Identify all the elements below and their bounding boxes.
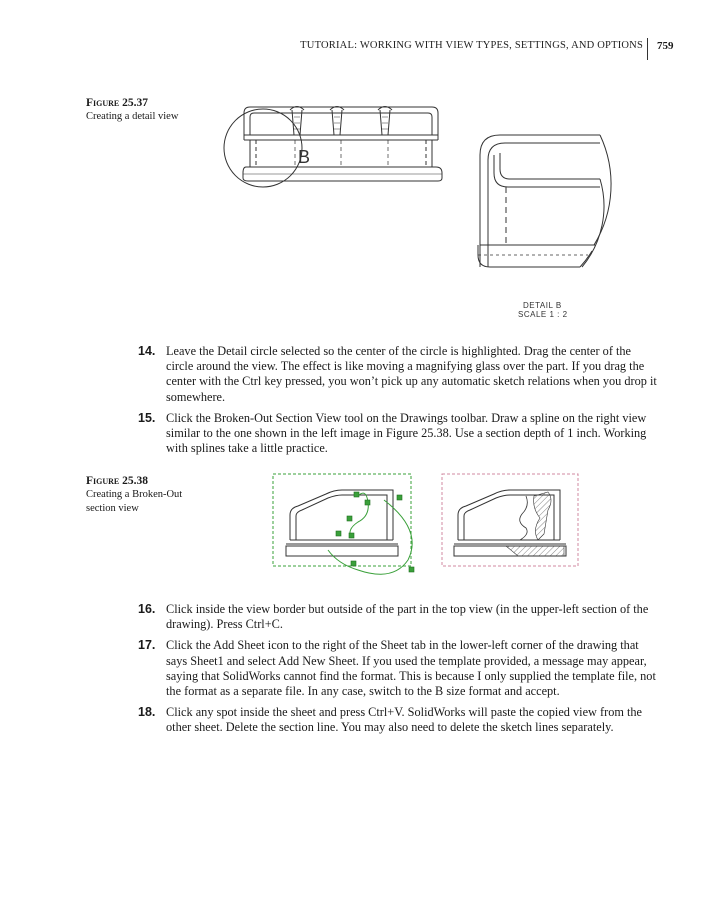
spline-handle[interactable] [351, 561, 356, 566]
step-item [138, 638, 658, 699]
figure-25-38-caption [86, 474, 204, 516]
steps-16-18 [138, 602, 658, 742]
spline-handle[interactable] [347, 516, 352, 521]
figure-25-38-broken-out-section-drawing [268, 470, 588, 582]
section-hatch [534, 492, 551, 540]
running-header-title: TUTORIAL: WORKING WITH VIEW TYPES, SETTINGS, AND OPTIONS [300, 40, 643, 51]
figure-caption-text: Creating a Broken-Out section view [86, 489, 183, 514]
parent-view-part [243, 107, 442, 182]
section-depth-arc [328, 500, 412, 574]
header-divider [647, 38, 648, 60]
step-item [138, 705, 658, 735]
steps-14-15 [138, 344, 658, 462]
step-text: Click any spot inside the sheet and press Ctrl+V. SolidWorks will paste the copied view from the other sheet. Delete the section line. You may also need to delete the sketch lines separately. [166, 705, 642, 735]
step-number: 18. [138, 705, 156, 720]
spline-handle[interactable] [397, 495, 402, 500]
left-view-border[interactable] [273, 474, 411, 566]
step-number: 17. [138, 638, 156, 653]
step-text: Click inside the view border but outside of the part in the top view (in the upper-left section of the drawing). Press Ctrl+C. [166, 602, 649, 632]
detail-circle[interactable] [224, 109, 302, 187]
step-number: 14. [138, 344, 156, 358]
section-hatch-base [506, 546, 564, 556]
figure-caption-text: Creating a detail view [86, 111, 179, 122]
spline-handles[interactable] [336, 492, 414, 572]
step-item [138, 344, 658, 405]
figure-25-37-detail-view-drawing [210, 95, 630, 325]
figure-number: Figure 25.38 [86, 475, 149, 487]
figure-25-37-caption [86, 96, 204, 124]
detail-marker-label: B [298, 147, 311, 167]
step-item [138, 411, 658, 457]
step-number: 15. [138, 410, 156, 425]
spline-handle[interactable] [365, 500, 370, 505]
step-text: Click the Broken-Out Section View tool on the Drawings toolbar. Draw a spline on the right view similar to the one shown in the left image in Figure 25.38. Use a section depth of 1 inch. Working with splines take a little practice. [166, 410, 647, 456]
step-number: 16. [138, 602, 156, 616]
spline-handle[interactable] [349, 533, 354, 538]
figure-number: Figure 25.37 [86, 97, 149, 109]
step-item [138, 602, 658, 632]
left-view-part [286, 490, 398, 556]
scale-label: SCALE 1 : 2 [518, 310, 568, 319]
step-text: Leave the Detail circle selected so the center of the circle is highlighted. Drag the center of the circle around the view. The effect is like moving a magnifying glass over the part. If you drag the center with the Ctrl key pressed, you won’t pick up any automatic sketch relations when you drop it somewhere. [166, 344, 657, 404]
page-number: 759 [657, 40, 674, 52]
detail-label: DETAIL B [523, 301, 562, 310]
detail-view-enlarged [478, 135, 611, 267]
spline-handle[interactable] [336, 531, 341, 536]
spline-handle[interactable] [409, 567, 414, 572]
spline-handle[interactable] [354, 492, 359, 497]
step-text: Click the Add Sheet icon to the right of the Sheet tab in the lower-left corner of the drawing that says Sheet1 and select Add New Sheet. If you used the template provided, a message may appear, saying that SolidWorks cannot find the format. This is because I only supplied the template file, not the format as a separate file. In any case, switch to the B size format and accept. [166, 638, 656, 699]
